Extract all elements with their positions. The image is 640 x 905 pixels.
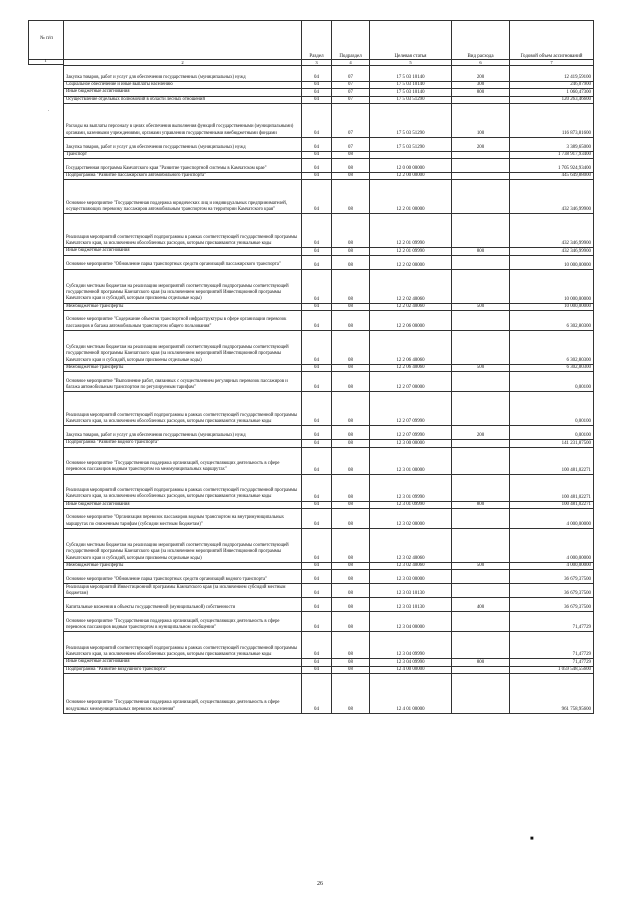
row-name: Межбюджетные трансферты [64, 303, 302, 310]
row-podrazdel: 08 [332, 570, 370, 584]
row-summa: 6 302,80300 [510, 331, 594, 365]
row-name: Социальное обеспечение и иные выплаты населению [64, 82, 302, 89]
row-name: Межбюджетные трансферты [64, 562, 302, 569]
table-row [64, 159, 594, 173]
row-celevaya: 12 3 01 09990 [370, 474, 452, 501]
row-vid: 800 [452, 659, 510, 666]
table-row [64, 632, 594, 659]
row-celevaya: 12 2 01 09990 [370, 248, 452, 255]
row-summa: 36 679,37500 [510, 598, 594, 612]
row-razdel: 04 [302, 311, 332, 331]
row-razdel: 04 [302, 248, 332, 255]
row-vid [452, 159, 510, 173]
table-row [64, 447, 594, 474]
row-celevaya: 12 2 02 40060 [370, 303, 452, 310]
row-name: Основное мероприятие "Организация перевозок пассажиров водным транспортом на внутримуниципальных маршрутах по сниженным тарифам (субсидии местным бюджетам)" [64, 508, 302, 528]
table-row [64, 269, 594, 303]
stray-mark: ■ [530, 836, 534, 842]
row-celevaya: 12 2 02 40060 [370, 269, 452, 303]
table-row [64, 501, 594, 508]
row-summa: 10 000,00000 [510, 255, 594, 269]
row-podrazdel: 08 [332, 584, 370, 598]
row-vid [452, 331, 510, 365]
row-razdel: 04 [302, 673, 332, 713]
row-razdel: 04 [302, 666, 332, 673]
row-summa: 6 302,80300 [510, 365, 594, 372]
row-summa: 1 738 917,93400 [510, 151, 594, 158]
row-celevaya: 12 3 01 00000 [370, 447, 452, 474]
row-razdel: 04 [302, 508, 332, 528]
row-podrazdel: 08 [332, 673, 370, 713]
row-razdel: 04 [302, 137, 332, 151]
row-razdel: 04 [302, 440, 332, 447]
row-razdel: 04 [302, 89, 332, 96]
row-podrazdel: 08 [332, 248, 370, 255]
row-name: Основное мероприятие "Обновление парка транспортных средств организаций пассажирского транспорта" [64, 255, 302, 269]
row-vid [452, 632, 510, 659]
row-summa: 432 346,99900 [510, 180, 594, 214]
row-razdel: 04 [302, 584, 332, 598]
row-name: Государственная программа Камчатского края "Развитие транспортной системы в Камчатском крае" [64, 159, 302, 173]
row-razdel: 04 [302, 365, 332, 372]
row-celevaya: 17 5 03 51290 [370, 96, 452, 103]
row-name: Основное мероприятие "Содержание объектов транспортной инфраструктуры в сфере организации перевозок пассажиров и багажа автомобильным транспортом общего пользования" [64, 311, 302, 331]
row-vid: 500 [452, 365, 510, 372]
row-summa: 1 059 548,55600 [510, 666, 594, 673]
row-razdel: 04 [302, 392, 332, 426]
row-summa: 0,00100 [510, 392, 594, 426]
table-row [64, 562, 594, 569]
row-vid [452, 612, 510, 632]
row-summa: 432 346,99900 [510, 248, 594, 255]
row-celevaya: 17 5 03 51290 [370, 137, 452, 151]
row-name: Расходы на выплаты персоналу в целях обеспечения выполнения функций государственными (муниципальными) органами, казенными учреждениями, органами управления государственными внебюджетными фондами [64, 103, 302, 137]
row-celevaya: 12 2 00 00000 [370, 173, 452, 180]
row-summa: 100 481,02271 [510, 447, 594, 474]
header-number-label: № п/п [40, 36, 53, 41]
row-name: Закупка товаров, работ и услуг для обеспечения государственных (муниципальных) нужд [64, 426, 302, 440]
table-row [64, 173, 594, 180]
row-name: Закупка товаров, работ и услуг для обеспечения государственных (муниципальных) нужд [64, 66, 302, 82]
row-celevaya: 12 2 07 00000 [370, 372, 452, 392]
row-summa: 1 705 924,93400 [510, 159, 594, 173]
row-summa: 4 000,00000 [510, 562, 594, 569]
row-vid: 800 [452, 89, 510, 96]
row-podrazdel: 08 [332, 151, 370, 158]
table-row [64, 89, 594, 96]
row-name: Субсидии местным бюджетам на реализацию мероприятий соответствующей подпрограммы соответствующей государственной программы Камчатского края (за исключением мероприятий Инвестиционной программы Камчатского края и субсидий, которым присвоены отдельные коды) [64, 269, 302, 303]
row-podrazdel: 08 [332, 508, 370, 528]
row-celevaya: 12 3 02 00000 [370, 508, 452, 528]
table-row [64, 303, 594, 310]
row-summa: 71,47729 [510, 612, 594, 632]
row-summa: 4 000,00000 [510, 528, 594, 562]
row-razdel: 04 [302, 214, 332, 248]
header-celevaya: Целевая статья [370, 21, 452, 60]
row-razdel: 04 [302, 269, 332, 303]
row-razdel: 04 [302, 255, 332, 269]
row-podrazdel: 08 [332, 474, 370, 501]
table-row [64, 103, 594, 137]
row-summa: 6 302,80300 [510, 311, 594, 331]
row-celevaya: 12 3 03 10130 [370, 584, 452, 598]
row-name: Субсидии местным бюджетам на реализацию мероприятий соответствующей подпрограммы соответствующей государственной программы Камчатского края (за исключением мероприятий Инвестиционной программы Камчатского края и субсидий, которым присвоены отдельные коды) [64, 528, 302, 562]
header-razdel: Раздел [302, 21, 332, 60]
row-vid: 200 [452, 137, 510, 151]
row-vid: 300 [452, 82, 510, 89]
row-podrazdel: 08 [332, 372, 370, 392]
row-vid: 100 [452, 103, 510, 137]
row-vid: 800 [452, 501, 510, 508]
row-summa: 4 000,00000 [510, 508, 594, 528]
row-podrazdel: 07 [332, 89, 370, 96]
row-summa: 100 481,02271 [510, 474, 594, 501]
row-vid: 500 [452, 562, 510, 569]
row-razdel: 04 [302, 447, 332, 474]
row-celevaya: 12 4 01 00000 [370, 673, 452, 713]
row-celevaya: 12 3 01 09990 [370, 501, 452, 508]
table-row [64, 570, 594, 584]
row-celevaya: 12 3 03 10130 [370, 598, 452, 612]
table-header-row [64, 21, 594, 60]
row-celevaya: 12 3 02 40060 [370, 528, 452, 562]
row-summa: 445 649,88000 [510, 173, 594, 180]
row-podrazdel: 08 [332, 501, 370, 508]
row-vid [452, 508, 510, 528]
row-podrazdel: 07 [332, 96, 370, 103]
row-name: Субсидии местным бюджетам на реализацию мероприятий соответствующей подпрограммы соответствующей государственной программы Камчатского края (за исключением мероприятий Инвестиционной программы Камчатского края и субсидий, которым присвоены отдельные коды) [64, 331, 302, 365]
table-row [64, 508, 594, 528]
row-razdel: 04 [302, 82, 332, 89]
table-row [64, 598, 594, 612]
table-row [64, 392, 594, 426]
row-name: Реализация мероприятий соответствующей подпрограммы в рамках соответствующей государственной программы Камчатского края, за исключением обособленных расходов, которым присваиваются уникальные коды [64, 474, 302, 501]
row-vid [452, 528, 510, 562]
row-name: Реализация мероприятий соответствующей подпрограммы в рамках соответствующей государственной программы Камчатского края, за исключением обособленных расходов, которым присваиваются уникальные коды [64, 392, 302, 426]
row-celevaya: 12 2 06 40060 [370, 365, 452, 372]
index-5: 5 [370, 60, 452, 66]
row-name: Основное мероприятие "Государственная поддержка организаций, осуществляющих деятельность в сфере перевозок пассажиров водным транспортом в муниципальном сообщении" [64, 612, 302, 632]
table-row [64, 311, 594, 331]
row-vid [452, 474, 510, 501]
row-razdel: 04 [302, 96, 332, 103]
row-name: Реализация мероприятий соответствующей подпрограммы в рамках соответствующей государственной программы Камчатского края, за исключением обособленных расходов, которым присваиваются уникальные коды [64, 632, 302, 659]
row-podrazdel: 08 [332, 447, 370, 474]
row-razdel: 04 [302, 151, 332, 158]
row-podrazdel: 08 [332, 562, 370, 569]
row-summa: 10 000,00000 [510, 269, 594, 303]
row-razdel: 04 [302, 570, 332, 584]
row-celevaya: 12 2 06 40060 [370, 331, 452, 365]
row-celevaya: 12 2 07 09990 [370, 426, 452, 440]
row-name: Основное мероприятие "Государственная поддержка организаций, осуществляющих деятельность в сфере перевозок пассажиров водным транспортом на межмуниципальных маршрутах" [64, 447, 302, 474]
row-celevaya: 17 5 03 10140 [370, 89, 452, 96]
row-podrazdel: 08 [332, 173, 370, 180]
budget-table [63, 20, 594, 714]
row-podrazdel: 08 [332, 255, 370, 269]
row-summa: 116 873,81600 [510, 103, 594, 137]
row-podrazdel: 07 [332, 103, 370, 137]
row-summa: 3 389,65000 [510, 137, 594, 151]
row-summa: 1 060,47300 [510, 89, 594, 96]
row-summa: 10 000,00000 [510, 303, 594, 310]
table-row [64, 372, 594, 392]
row-summa: 36 679,37500 [510, 570, 594, 584]
row-podrazdel: 08 [332, 666, 370, 673]
row-summa: 961 758,95600 [510, 673, 594, 713]
row-celevaya: 12 2 01 00000 [370, 180, 452, 214]
row-celevaya [370, 151, 452, 158]
row-name: Основное мероприятие "Государственная поддержка организаций, осуществляющих деятельность в сфере воздушных межмуниципальных перевозок населения" [64, 673, 302, 713]
row-razdel: 04 [302, 372, 332, 392]
row-celevaya: 12 4 00 00000 [370, 666, 452, 673]
row-vid [452, 151, 510, 158]
header-name [64, 21, 302, 60]
row-summa: 0,00100 [510, 372, 594, 392]
row-razdel: 04 [302, 598, 332, 612]
table-row [64, 659, 594, 666]
row-podrazdel: 08 [332, 365, 370, 372]
row-vid [452, 214, 510, 248]
index-7: 7 [510, 60, 594, 66]
row-celevaya: 17 5 03 51290 [370, 103, 452, 137]
row-podrazdel: 08 [332, 214, 370, 248]
row-razdel: 04 [302, 501, 332, 508]
row-name: Закупка товаров, работ и услуг для обеспечения государственных (муниципальных) нужд [64, 137, 302, 151]
header-vid: Вид расхода [452, 21, 510, 60]
row-celevaya: 17 5 03 10140 [370, 82, 452, 89]
table-row [64, 440, 594, 447]
header-summa: Годовой объем ассигнований [510, 21, 594, 60]
row-celevaya: 12 3 04 00000 [370, 612, 452, 632]
row-vid: 200 [452, 66, 510, 82]
table-row [64, 426, 594, 440]
row-razdel: 04 [302, 173, 332, 180]
row-name: Иные бюджетные ассигнования [64, 659, 302, 666]
row-celevaya: 12 2 01 09990 [370, 214, 452, 248]
row-vid [452, 584, 510, 598]
row-name: Иные бюджетные ассигнования [64, 501, 302, 508]
table-row [64, 584, 594, 598]
table-row [64, 137, 594, 151]
row-razdel: 04 [302, 612, 332, 632]
row-summa: 71,47729 [510, 632, 594, 659]
row-vid [452, 372, 510, 392]
index-2: 2 [64, 60, 302, 66]
table-row [64, 96, 594, 103]
table-row [64, 66, 594, 82]
row-podrazdel: 07 [332, 137, 370, 151]
row-celevaya: 12 2 06 00000 [370, 311, 452, 331]
row-name: Осуществление отдельных полномочий в области лесных отношений [64, 96, 302, 103]
row-summa: 141 231,87500 [510, 440, 594, 447]
row-razdel: 04 [302, 562, 332, 569]
table-row [64, 612, 594, 632]
row-summa: 120 263,46600 [510, 96, 594, 103]
table-row [64, 528, 594, 562]
row-celevaya: 12 2 02 00000 [370, 255, 452, 269]
row-podrazdel: 08 [332, 632, 370, 659]
table-row [64, 255, 594, 269]
row-name: Основное мероприятие "Обновление парка транспортных средств организаций водного транспорта" [64, 570, 302, 584]
table-row [64, 151, 594, 158]
row-vid [452, 96, 510, 103]
table-row [64, 474, 594, 501]
row-podrazdel: 07 [332, 66, 370, 82]
row-name: Основное мероприятие "Выполнение работ, связанных с осуществлением регулярных перевозок пассажиров и багажа автомобильным транспортом по регулируемым тарифам" [64, 372, 302, 392]
row-name: Подпрограмма "Развитие воздушного транспорта" [64, 666, 302, 673]
row-podrazdel: 08 [332, 598, 370, 612]
row-razdel: 04 [302, 474, 332, 501]
row-razdel: 04 [302, 659, 332, 666]
row-summa: 246,07900 [510, 82, 594, 89]
row-vid [452, 447, 510, 474]
row-podrazdel: 08 [332, 659, 370, 666]
row-celevaya: 12 3 02 40060 [370, 562, 452, 569]
table-body [64, 66, 594, 714]
row-podrazdel: 08 [332, 440, 370, 447]
row-celevaya: 12 0 00 00000 [370, 159, 452, 173]
row-vid: 400 [452, 598, 510, 612]
row-name: Реализация мероприятий Инвестиционной программы Камчатского края (за исключением субсидий местным бюджетам) [64, 584, 302, 598]
row-vid [452, 311, 510, 331]
index-6: 6 [452, 60, 510, 66]
row-podrazdel: 08 [332, 392, 370, 426]
row-vid: 200 [452, 426, 510, 440]
row-summa: 12 419,59100 [510, 66, 594, 82]
row-celevaya: 12 3 00 00000 [370, 440, 452, 447]
row-razdel: 04 [302, 528, 332, 562]
row-podrazdel: 08 [332, 159, 370, 173]
row-name: Иные бюджетные ассигнования [64, 248, 302, 255]
row-razdel: 04 [302, 426, 332, 440]
row-podrazdel: 08 [332, 269, 370, 303]
row-summa: 0,00100 [510, 426, 594, 440]
row-vid: 800 [452, 248, 510, 255]
row-name: Иные бюджетные ассигнования [64, 89, 302, 96]
row-razdel: 04 [302, 303, 332, 310]
row-vid [452, 255, 510, 269]
row-podrazdel: 08 [332, 612, 370, 632]
row-podrazdel: 08 [332, 331, 370, 365]
row-razdel: 04 [302, 159, 332, 173]
table-row [64, 365, 594, 372]
row-celevaya: 12 3 04 09990 [370, 632, 452, 659]
row-name: Межбюджетные трансферты [64, 365, 302, 372]
row-vid [452, 180, 510, 214]
row-vid [452, 392, 510, 426]
row-podrazdel: 08 [332, 311, 370, 331]
row-razdel: 04 [302, 632, 332, 659]
row-summa: 71,47729 [510, 659, 594, 666]
row-name: Подпрограмма "Развитие пассажирского автомобильного транспорта" [64, 173, 302, 180]
row-razdel: 04 [302, 180, 332, 214]
row-razdel: 04 [302, 66, 332, 82]
index-3: 3 [302, 60, 332, 66]
row-name: Подпрограмма "Развитие водного транспорта" [64, 440, 302, 447]
row-podrazdel: 08 [332, 303, 370, 310]
table-row [64, 673, 594, 713]
stray-mark: . [48, 108, 50, 113]
header-podrazdel: Подраздел [332, 21, 370, 60]
row-vid [452, 666, 510, 673]
row-vid [452, 173, 510, 180]
index-number-label: 1 [44, 57, 47, 63]
row-celevaya: 12 2 07 09990 [370, 392, 452, 426]
row-podrazdel: 08 [332, 426, 370, 440]
row-razdel: 04 [302, 103, 332, 137]
row-vid [452, 440, 510, 447]
row-podrazdel: 08 [332, 528, 370, 562]
index-4: 4 [332, 60, 370, 66]
row-name: Реализация мероприятий соответствующей подпрограммы в рамках соответствующей государственной программы Камчатского края, за исключением обособленных расходов, которым присваиваются уникальные коды [64, 214, 302, 248]
row-celevaya: 12 3 03 00000 [370, 570, 452, 584]
row-podrazdel: 07 [332, 82, 370, 89]
row-celevaya: 17 5 03 10140 [370, 66, 452, 82]
row-name: Основное мероприятие "Государственная поддержка юридических лиц и индивидуальных предпринимателей, осуществляющих перевозку пассажиров автомобильным транспортом на территории Камчатского края" [64, 180, 302, 214]
row-vid [452, 673, 510, 713]
row-podrazdel: 08 [332, 180, 370, 214]
row-summa: 36 679,37500 [510, 584, 594, 598]
table-row [64, 248, 594, 255]
row-summa: 100 481,02271 [510, 501, 594, 508]
row-vid [452, 570, 510, 584]
row-name: Капитальные вложения в объекты государственной (муниципальной) собственности [64, 598, 302, 612]
table-row [64, 331, 594, 365]
row-celevaya: 12 3 04 09990 [370, 659, 452, 666]
row-vid [452, 269, 510, 303]
row-name: Транспорт [64, 151, 302, 158]
table-row [64, 82, 594, 89]
table-row [64, 180, 594, 214]
row-summa: 432 346,99900 [510, 214, 594, 248]
row-razdel: 04 [302, 331, 332, 365]
row-vid: 500 [452, 303, 510, 310]
page-number: 26 [317, 881, 323, 887]
table-row [64, 666, 594, 673]
table-row [64, 214, 594, 248]
